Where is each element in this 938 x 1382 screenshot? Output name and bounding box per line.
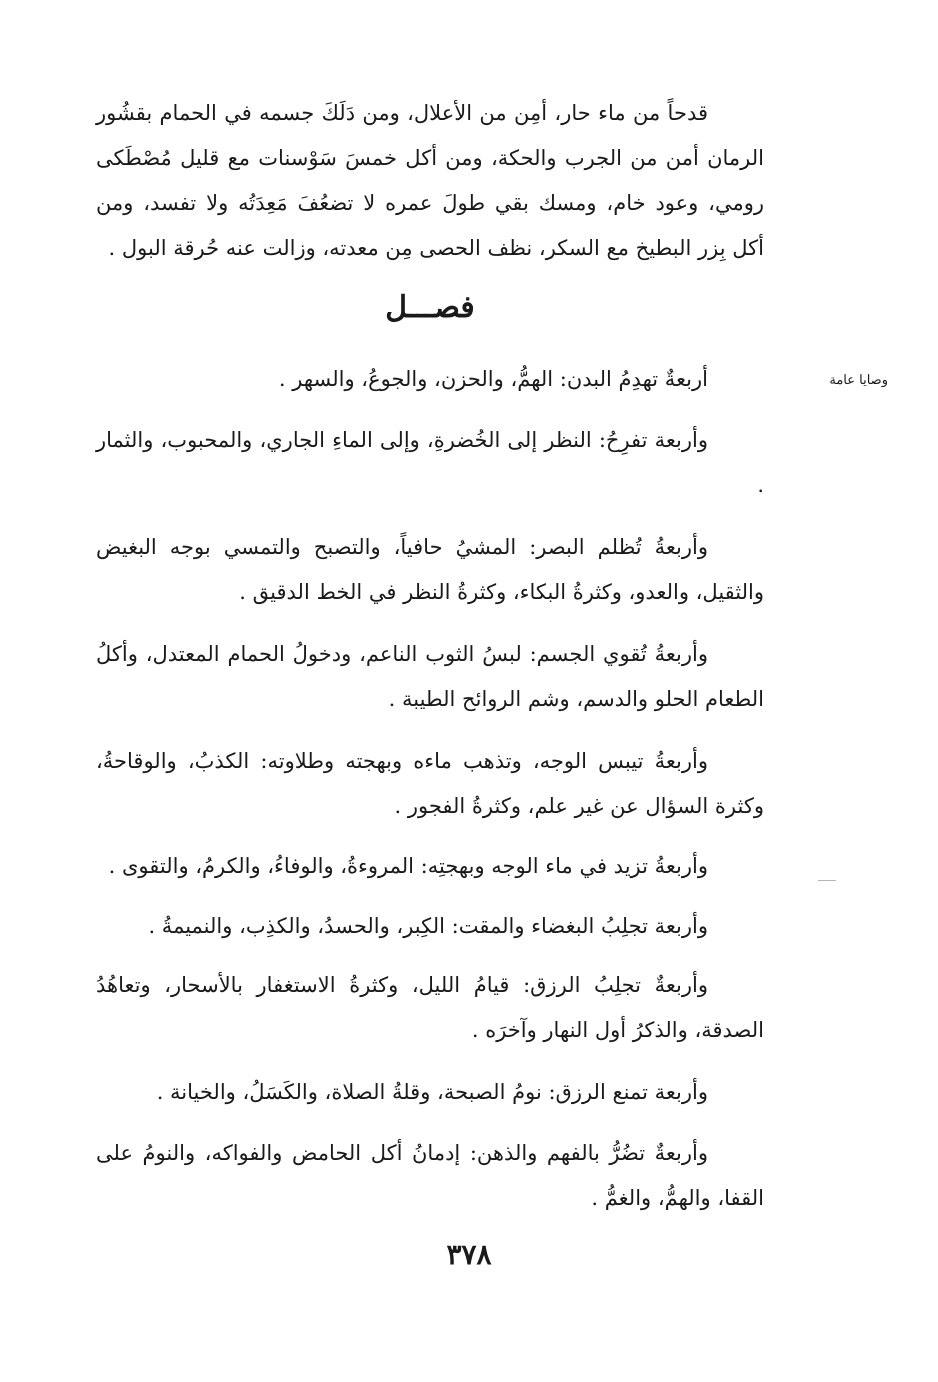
paragraph-6: وأربعةُ تزيد في ماء الوجه وبهجتِه: المروءةُ، والوفاءُ، والكرمُ، والتقوى .	[108, 854, 708, 878]
paragraph-9: وأربعة تمنع الرزق: نومُ الصبحة، وقلةُ الصلاة، والكَسَلُ، والخيانة .	[156, 1080, 708, 1104]
paragraph-2: وأربعة تفرِحُ: النظر إلى الخُضرةِ، وإلى الماءِ الجاري، والمحبوب، والثمار .	[96, 428, 764, 497]
paragraph-4: وأربعةُ تُقوي الجسم: لبسُ الثوب الناعم، ودخولُ الحمام المعتدل، وأكلُ الطعام الحلو والدسم، وشم الروائح الطيبة .	[96, 642, 764, 711]
paragraph-5: وأربعةُ تيبس الوجه، وتذهب ماءه وبهجته وطلاوته: الكذبُ، والوقاحةُ، وكثرة السؤال عن غير علم، وكثرةُ الفجور .	[96, 749, 764, 818]
paragraph-10: وأربعةٌ تضُرُّ بالفهم والذهن: إدمانُ أكل الحامض والفواكه، والنومُ على القفا، والهمُّ، والغمُّ .	[96, 1141, 764, 1210]
opening-paragraph: قدحاً من ماء حار، أمِن من الأعلال، ومن دَلَكَ جسمه في الحمام بقشُور الرمان أمن من الجرب والحكة، ومن أكل خمسَ سَوْسنات مع قليل مُصْطَكى رومي، وعود خام، ومسك بقي طولَ عمره لا تضعُفَ مَعِدَتُه ولا تفسد، ومن أكل بِزر البطيخ مع السكر، نظف الحصى مِن معدته، وزالت عنه حُرقة البول .	[96, 101, 764, 260]
margin-divider	[818, 880, 836, 881]
section-title: فصـــل	[385, 290, 475, 325]
paragraph-8: وأربعةٌ تجلِبُ الرزق: قيامُ الليل، وكثرةُ الاستغفار بالأسحار، وتعاهُدُ الصدقة، والذكرُ أول النهار وآخرَه .	[96, 973, 764, 1042]
paragraph-1: أربعةٌ تهدِمُ البدن: الهمُّ، والحزن، والجوعُ، والسهر .	[278, 367, 708, 391]
paragraph-7: وأربعة تجلِبُ البغضاء والمقت: الكِبر، والحسدُ، والكذِب، والنميمةُ .	[148, 914, 708, 938]
page-number: ٣٧٨	[446, 1238, 492, 1271]
margin-note: وصايا عامة	[829, 373, 888, 388]
paragraph-3: وأربعةُ تُظلم البصر: المشيُ حافياً، والتصبح والتمسي بوجه البغيض والثقيل، والعدو، وكثرةُ البكاء، وكثرةُ النظر في الخط الدقيق .	[96, 535, 764, 604]
